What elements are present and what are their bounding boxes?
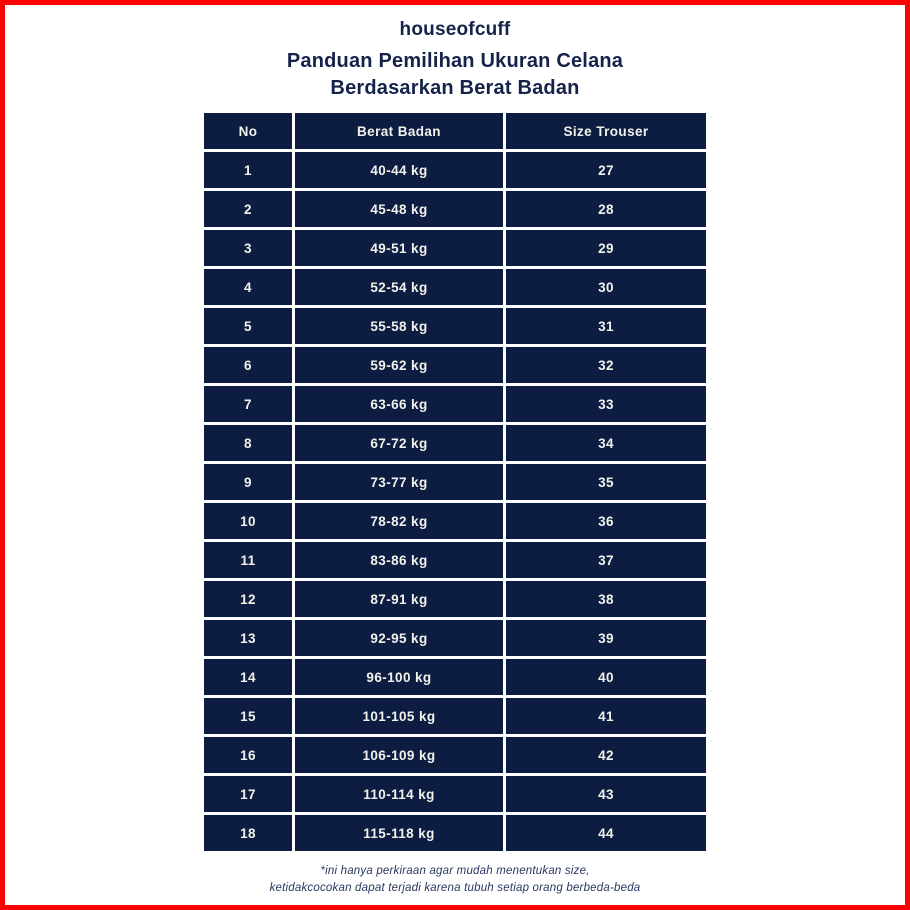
cell-berat-badan: 92-95 kg — [295, 620, 503, 656]
brand-title: houseofcuff — [399, 19, 511, 40]
cell-no: 3 — [204, 230, 292, 266]
cell-no: 10 — [204, 503, 292, 539]
cell-berat-badan: 63-66 kg — [295, 386, 503, 422]
cell-size-trouser: 31 — [506, 308, 706, 344]
cell-berat-badan: 78-82 kg — [295, 503, 503, 539]
cell-berat-badan: 87-91 kg — [295, 581, 503, 617]
cell-berat-badan: 101-105 kg — [295, 698, 503, 734]
size-table — [201, 110, 709, 854]
footnote — [5, 863, 905, 897]
cell-size-trouser: 39 — [506, 620, 706, 656]
cell-berat-badan: 55-58 kg — [295, 308, 503, 344]
size-table-body — [204, 152, 706, 851]
size-table-header — [204, 113, 706, 149]
page-title-line1: Panduan Pemilihan Ukuran Celana — [286, 50, 624, 72]
cell-no: 6 — [204, 347, 292, 383]
footnote-line2: ketidakcocokan dapat terjadi karena tubuh setiap orang berbeda-beda — [269, 882, 641, 894]
cell-size-trouser: 43 — [506, 776, 706, 812]
cell-size-trouser: 37 — [506, 542, 706, 578]
cell-size-trouser: 44 — [506, 815, 706, 851]
cell-size-trouser: 36 — [506, 503, 706, 539]
table-row — [204, 581, 706, 617]
cell-size-trouser: 29 — [506, 230, 706, 266]
cell-no: 15 — [204, 698, 292, 734]
cell-no: 13 — [204, 620, 292, 656]
column-header-berat-badan: Berat Badan — [295, 113, 503, 149]
cell-no: 9 — [204, 464, 292, 500]
cell-size-trouser: 35 — [506, 464, 706, 500]
cell-berat-badan: 59-62 kg — [295, 347, 503, 383]
column-header-no: No — [204, 113, 292, 149]
cell-no: 18 — [204, 815, 292, 851]
cell-no: 5 — [204, 308, 292, 344]
cell-size-trouser: 41 — [506, 698, 706, 734]
cell-size-trouser: 40 — [506, 659, 706, 695]
cell-berat-badan: 110-114 kg — [295, 776, 503, 812]
table-row — [204, 152, 706, 188]
table-row — [204, 425, 706, 461]
cell-size-trouser: 30 — [506, 269, 706, 305]
cell-berat-badan: 67-72 kg — [295, 425, 503, 461]
cell-size-trouser: 42 — [506, 737, 706, 773]
table-row — [204, 542, 706, 578]
cell-berat-badan: 52-54 kg — [295, 269, 503, 305]
cell-berat-badan: 96-100 kg — [295, 659, 503, 695]
table-row — [204, 230, 706, 266]
table-row — [204, 308, 706, 344]
table-row — [204, 191, 706, 227]
table-row — [204, 464, 706, 500]
cell-berat-badan: 83-86 kg — [295, 542, 503, 578]
table-row — [204, 737, 706, 773]
cell-no: 1 — [204, 152, 292, 188]
cell-berat-badan: 115-118 kg — [295, 815, 503, 851]
cell-size-trouser: 27 — [506, 152, 706, 188]
page-title-line2: Berdasarkan Berat Badan — [330, 77, 580, 99]
table-row — [204, 347, 706, 383]
table-row — [204, 776, 706, 812]
cell-berat-badan: 45-48 kg — [295, 191, 503, 227]
cell-no: 2 — [204, 191, 292, 227]
cell-size-trouser: 32 — [506, 347, 706, 383]
cell-no: 7 — [204, 386, 292, 422]
cell-no: 14 — [204, 659, 292, 695]
cell-no: 11 — [204, 542, 292, 578]
cell-size-trouser: 28 — [506, 191, 706, 227]
table-row — [204, 659, 706, 695]
cell-berat-badan: 49-51 kg — [295, 230, 503, 266]
table-row — [204, 503, 706, 539]
cell-no: 12 — [204, 581, 292, 617]
cell-no: 16 — [204, 737, 292, 773]
cell-size-trouser: 33 — [506, 386, 706, 422]
header-row — [204, 113, 706, 149]
table-row — [204, 386, 706, 422]
table-row — [204, 698, 706, 734]
cell-size-trouser: 38 — [506, 581, 706, 617]
table-row — [204, 269, 706, 305]
column-header-size-trouser: Size Trouser — [506, 113, 706, 149]
table-row — [204, 815, 706, 851]
table-row — [204, 620, 706, 656]
cell-no: 17 — [204, 776, 292, 812]
cell-berat-badan: 40-44 kg — [295, 152, 503, 188]
cell-no: 8 — [204, 425, 292, 461]
cell-size-trouser: 34 — [506, 425, 706, 461]
cell-berat-badan: 73-77 kg — [295, 464, 503, 500]
footnote-line1: *ini hanya perkiraan agar mudah menentukan size, — [320, 865, 590, 877]
page-header — [5, 19, 905, 102]
cell-berat-badan: 106-109 kg — [295, 737, 503, 773]
cell-no: 4 — [204, 269, 292, 305]
